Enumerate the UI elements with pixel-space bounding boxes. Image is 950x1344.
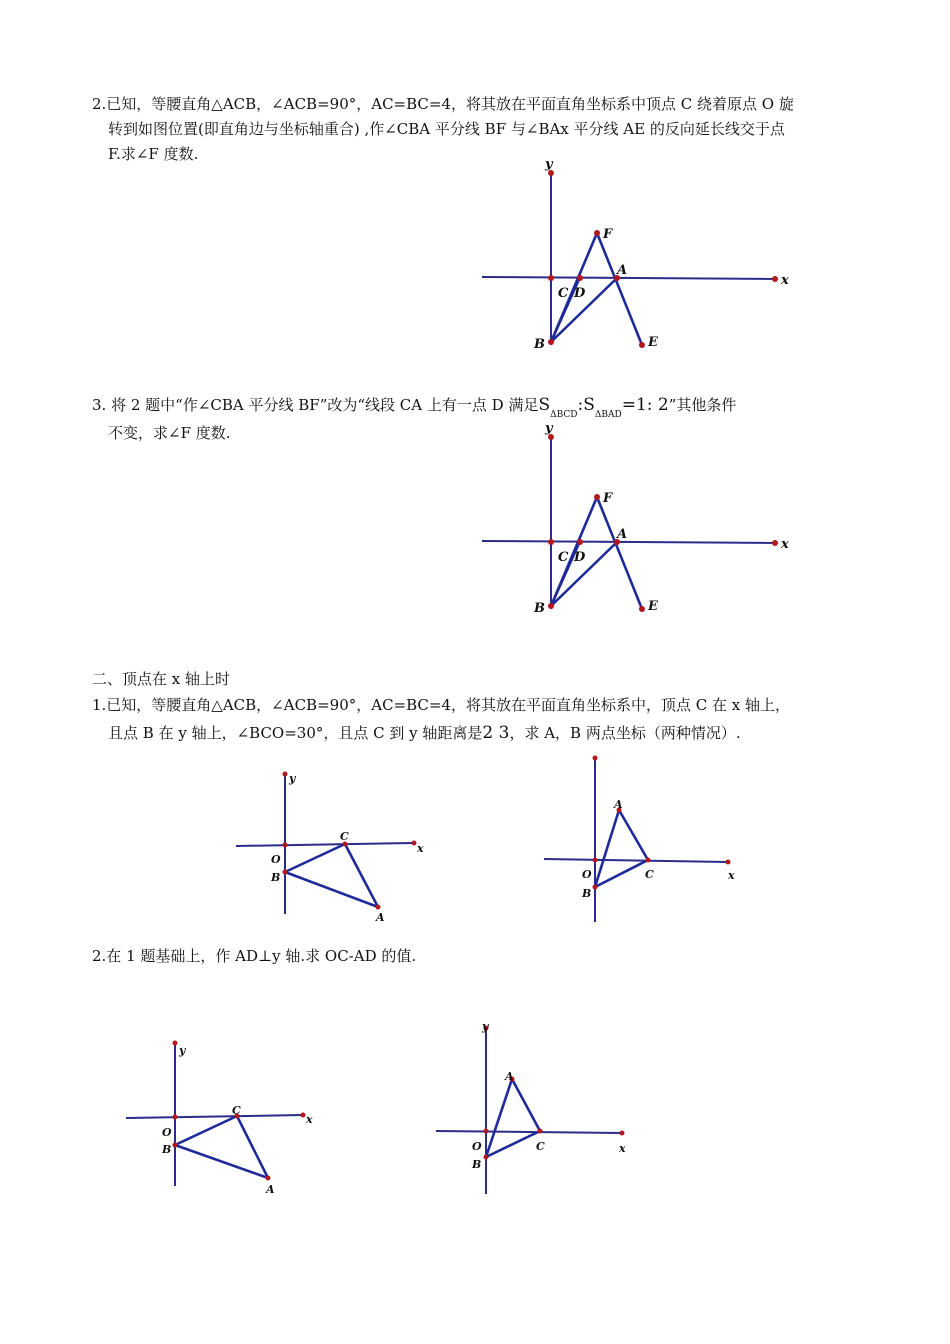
label-A: A (376, 911, 385, 924)
label-x: x (781, 273, 789, 288)
label-x: x (781, 537, 789, 552)
s2-q1-line-2 (108, 721, 741, 745)
label-B: B (582, 887, 592, 900)
q2-line-2: 转到如图位置(即直角边与坐标轴重合) ,作∠CBA 平分线 BF 与∠BAx 平分线 AE 的反向延长线交于点 (108, 120, 785, 138)
label-O: O (582, 868, 592, 881)
x-axis (482, 541, 775, 543)
area-sub-2: ΔBAD (594, 410, 622, 420)
s2-q1-text-a: 且点 B 在 y 轴上，∠BCO=30°，且点 C 到 y 轴距离是 (108, 724, 483, 742)
figure-s2-case-2 (538, 752, 748, 927)
label-x: x (306, 1113, 313, 1126)
q3-text-b: ”其他条件 (668, 396, 737, 414)
label-E: E (648, 599, 658, 614)
label-O: O (472, 1140, 482, 1153)
figure-s2-q2-case-1 (120, 1036, 330, 1198)
label-D: D (574, 550, 586, 565)
area-ratio: =1: 2 (621, 395, 669, 415)
label-O: O (162, 1126, 172, 1139)
x-axis (482, 277, 775, 279)
label-C: C (645, 868, 654, 881)
label-A: A (266, 1183, 275, 1196)
label-C: C (558, 286, 569, 301)
label-B: B (271, 871, 281, 884)
label-x: x (417, 842, 424, 855)
label-y: y (289, 772, 296, 785)
label-E: E (648, 335, 658, 350)
label-A: A (614, 798, 623, 811)
figure-s2-q2-case-2 (430, 1022, 640, 1200)
label-B: B (534, 601, 545, 616)
s2-q1-text-b: ，求 A，B 两点坐标（两种情况）. (509, 724, 741, 742)
section-2-title: 二、顶点在 x 轴上时 (92, 670, 230, 688)
figure-s2-case-1 (230, 768, 430, 928)
label-y: y (482, 1020, 489, 1033)
label-C: C (536, 1140, 545, 1153)
label-C: C (340, 830, 349, 843)
label-F: F (603, 227, 613, 242)
figure-q3 (470, 414, 800, 629)
figure-q2 (470, 150, 800, 365)
label-D: D (574, 286, 586, 301)
area-S1: S (538, 395, 551, 415)
label-y: y (179, 1044, 186, 1057)
label-C: C (232, 1104, 241, 1117)
s2-q1-line-1: 1.已知，等腰直角△ACB，∠ACB=90°，AC=BC=4，将其放在平面直角坐标系中，顶点 C 在 x 轴上， (92, 696, 791, 714)
q3-line-2: 不变，求∠F 度数. (108, 424, 231, 442)
label-B: B (472, 1158, 482, 1171)
q2-line-1: 2.已知，等腰直角△ACB，∠ACB=90°，AC=BC=4，将其放在平面直角坐标系中顶点 C 绕着原点 O 旋 (92, 95, 794, 113)
label-x: x (728, 869, 735, 882)
area-colon: :S (577, 395, 595, 415)
s2-q2-line: 2.在 1 题基础上，作 AD⊥y 轴.求 OC-AD 的值. (92, 947, 417, 965)
label-y: y (545, 421, 553, 436)
label-C: C (558, 550, 569, 565)
label-O: O (271, 853, 281, 866)
root-value: 2 3 (482, 723, 510, 743)
label-B: B (534, 337, 545, 352)
label-x: x (619, 1142, 626, 1155)
label-A: A (505, 1070, 514, 1083)
label-A: A (617, 263, 628, 278)
q3-text-a: 3. 将 2 题中“作∠CBA 平分线 BF”改为“线段 CA 上有一点 D 满足 (92, 396, 539, 414)
label-y: y (545, 157, 553, 172)
q2-line-3: F.求∠F 度数. (108, 145, 199, 163)
label-B: B (162, 1143, 172, 1156)
label-A: A (617, 527, 628, 542)
area-sub-1: ΔBCD (550, 410, 578, 420)
label-F: F (603, 491, 613, 506)
